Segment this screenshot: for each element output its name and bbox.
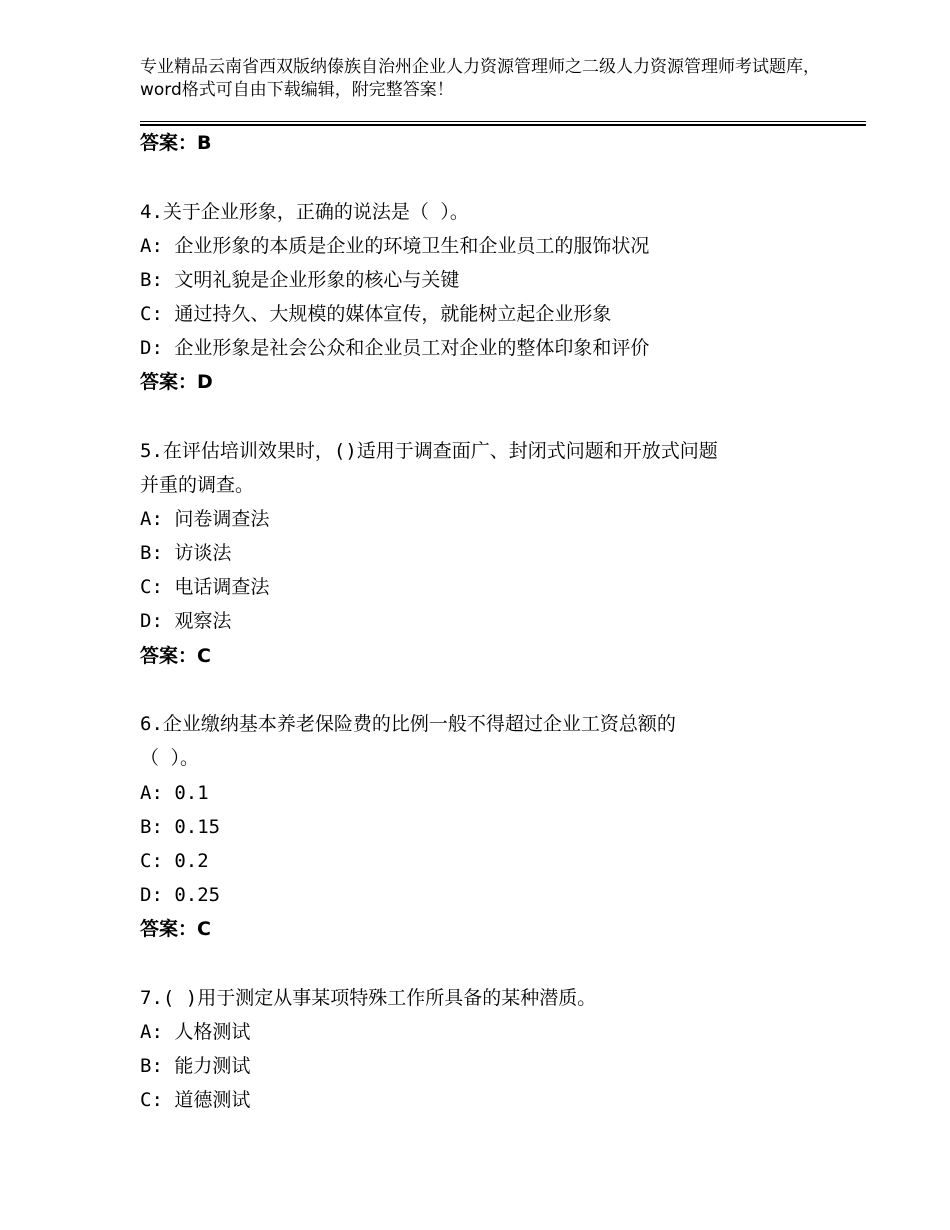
option-c: C: 0.2 [140,850,209,872]
option-d: D: 观察法 [140,610,232,632]
document-header: 专业精品云南省西双版纳傣族自治州企业人力资源管理师之二级人力资源管理师考试题库，word格式可自由下载编辑，附完整答案！ [140,57,820,100]
option-c: C: 电话调查法 [140,576,270,598]
question-stem: 4.关于企业形象，正确的说法是（ ）。 [140,201,469,223]
option-d: D: 0.25 [140,884,221,906]
option-a: A: 0.1 [140,782,209,804]
question-stem-cont: 并重的调查。 [140,474,255,496]
option-b: B: 0.15 [140,816,221,838]
option-a: A: 问卷调查法 [140,508,270,530]
question-stem: 7.( )用于测定从事某项特殊工作所具备的某种潜质。 [140,987,597,1009]
answer-label: 答案：C [140,918,211,940]
option-b: B: 访谈法 [140,542,232,564]
option-b: B: 文明礼貌是企业形象的核心与关键 [140,269,460,291]
answer-label: 答案：B [140,132,212,154]
option-c: C: 通过持久、大规模的媒体宣传，就能树立起企业形象 [140,303,612,325]
question-stem: 5.在评估培训效果时，()适用于调查面广、封闭式问题和开放式问题 [140,440,718,462]
option-d: D: 企业形象是社会公众和企业员工对企业的整体印象和评价 [140,337,650,359]
answer-label: 答案：C [140,645,211,667]
header-rule-thin [140,121,866,122]
question-stem: 6.企业缴纳基本养老保险费的比例一般不得超过企业工资总额的 [140,713,676,735]
option-a: A: 人格测试 [140,1021,251,1043]
question-stem-cont: （ ）。 [140,747,199,769]
answer-label: 答案：D [140,371,213,393]
option-c: C: 道德测试 [140,1089,251,1111]
header-rule-thick [140,124,866,126]
option-a: A: 企业形象的本质是企业的环境卫生和企业员工的服饰状况 [140,235,650,257]
option-b: B: 能力测试 [140,1055,251,1077]
